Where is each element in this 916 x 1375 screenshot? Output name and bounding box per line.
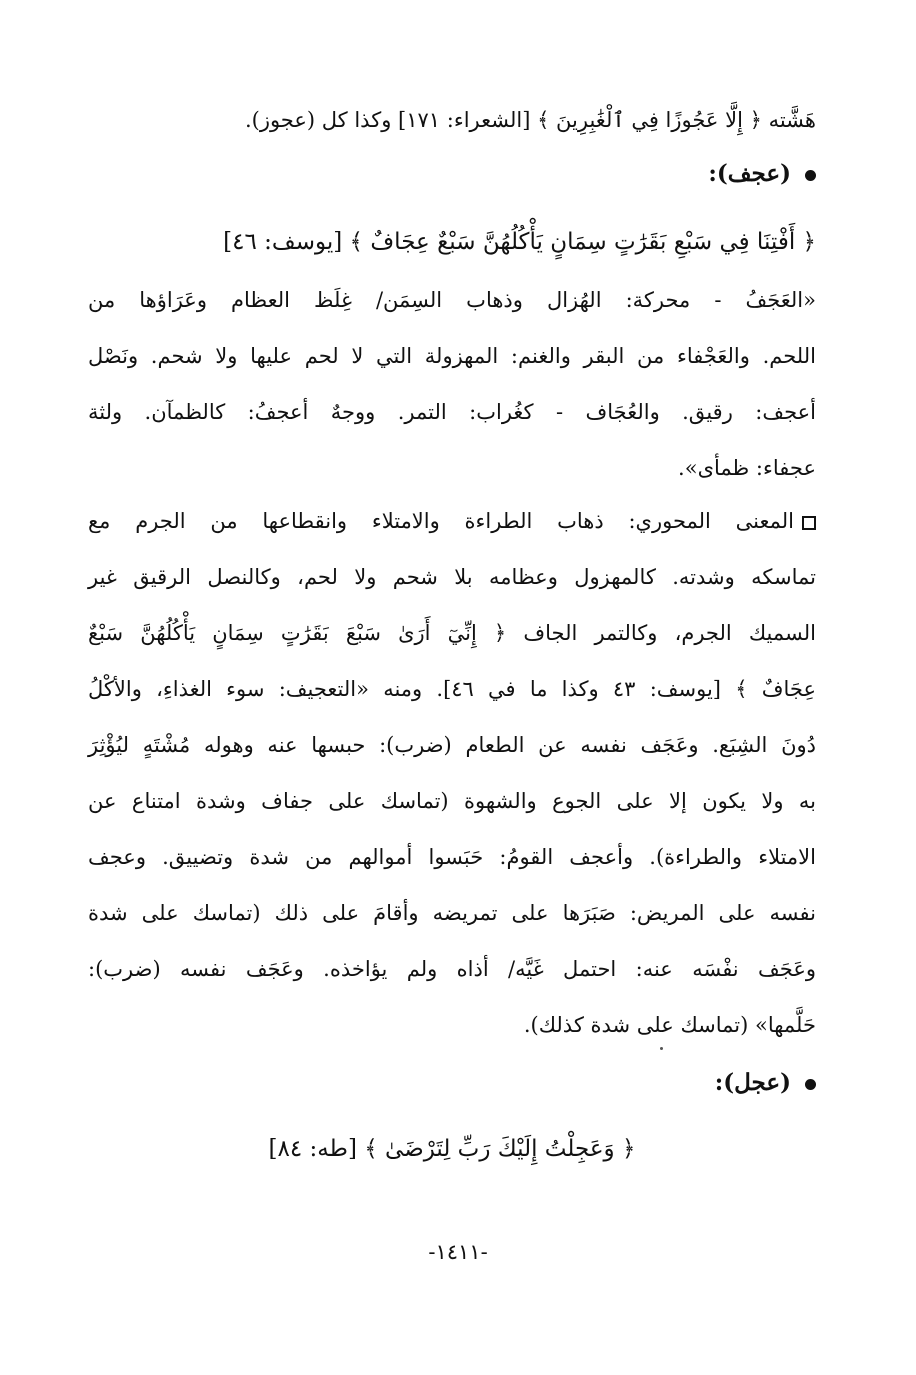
square-marker-icon (802, 516, 816, 530)
text-line-9: عِجَافٌ ﴾ [يوسف: ٤٣ وكذا ما في ٤٦]. ومنه «التعجيف: سوء الغذاءِ، والأكْلُ (88, 677, 816, 701)
quran-verse-2: ﴿ وَعَجِلْتُ إِلَيْكَ رَبِّ لِتَرْضَىٰ ﴾ [طه: ٨٤] (268, 1136, 636, 1162)
text-line-13: نفسه على المريض: صَبَرَها على تمريضه وأقامَ على ذلك (تماسك على شدة (88, 901, 816, 925)
entry-heading-ajl-label: (عجل): (714, 1069, 791, 1096)
text-line-15: حَلَّمها» (تماسك على شدة كذلك). (523, 1013, 816, 1037)
text-line-12: الامتلاء والطراءة). وأعجف القومُ: حَبَسوا أموالهم من شدة وتضييق. وعجف (88, 845, 816, 869)
text-line-6-label: المعنى المحوري: ذهاب الطراءة والامتلاء وانقطاعها من الجرم مع (88, 509, 794, 533)
quran-verse-1: ﴿ أَفْتِنَا فِي سَبْعِ بَقَرَٰتٍ سِمَانٍ يَأْكُلُهُنَّ سَبْعٌ عِجَافٌ ﴾ [يوسف: ٤٦] (223, 229, 816, 255)
text-line-5: عجفاء: ظمأى». (678, 456, 816, 480)
text-line-14: وعَجَف نفْسَه عنه: احتمل غَيَّه/ أذاه ولم يؤاخذه. وعَجَف نفسه (ضرب): (88, 957, 816, 981)
text-line-1: هَشَّته ﴿ إِلَّا عَجُوزًا فِي ٱلْغَٰبِرِينَ ﴾ [الشعراء: ١٧١] وكذا كل (عجوز). (244, 108, 816, 132)
text-line-11: به ولا يكون إلا على الجوع والشهوة (تماسك على جفاف وشدة امتناع عن (88, 789, 816, 813)
text-line-10: دُونَ الشِبَع. وعَجَف نفسه عن الطعام (ضرب): حبسها عنه وهوله مُشْتَهٍ ليُؤْثِرَ (88, 733, 816, 757)
ink-dot (660, 1047, 663, 1050)
bullet-icon (805, 1079, 816, 1090)
text-line-7: تماسكه وشدته. كالمهزول وعظامه بلا شحم ولا لحم، وكالنصل الرقيق غير (88, 565, 816, 589)
text-line-4: أعجف: رقيق. والعُجَاف - كغُراب: التمر. ووجهٌ أعجفُ: كالظمآن. ولثة (88, 400, 816, 424)
text-line-8: السميك الجرم، وكالتمر الجاف ﴿ إِنِّيٓ أَرَىٰ سَبْعَ بَقَرَٰتٍ سِمَانٍ يَأْكُلُهُنَّ سَبْعٌ (88, 621, 816, 645)
page-number: -١٤١١- (428, 1240, 488, 1264)
text-line-2: «العَجَفُ - محركة: الهُزال وذهاب السِمَن/ غِلَظ العظام وعَرَاؤها من (88, 288, 816, 312)
entry-heading-ajl (88, 1067, 816, 1099)
entry-heading-ajf (88, 158, 816, 190)
text-line-3: اللحم. والعَجْفاء من البقر والغنم: المهزولة التي لا لحم عليها ولا شحم. ونَصْل (88, 344, 816, 368)
bullet-icon (805, 170, 816, 181)
entry-heading-ajf-label: (عجف): (708, 160, 791, 187)
text-line-6 (88, 505, 816, 537)
